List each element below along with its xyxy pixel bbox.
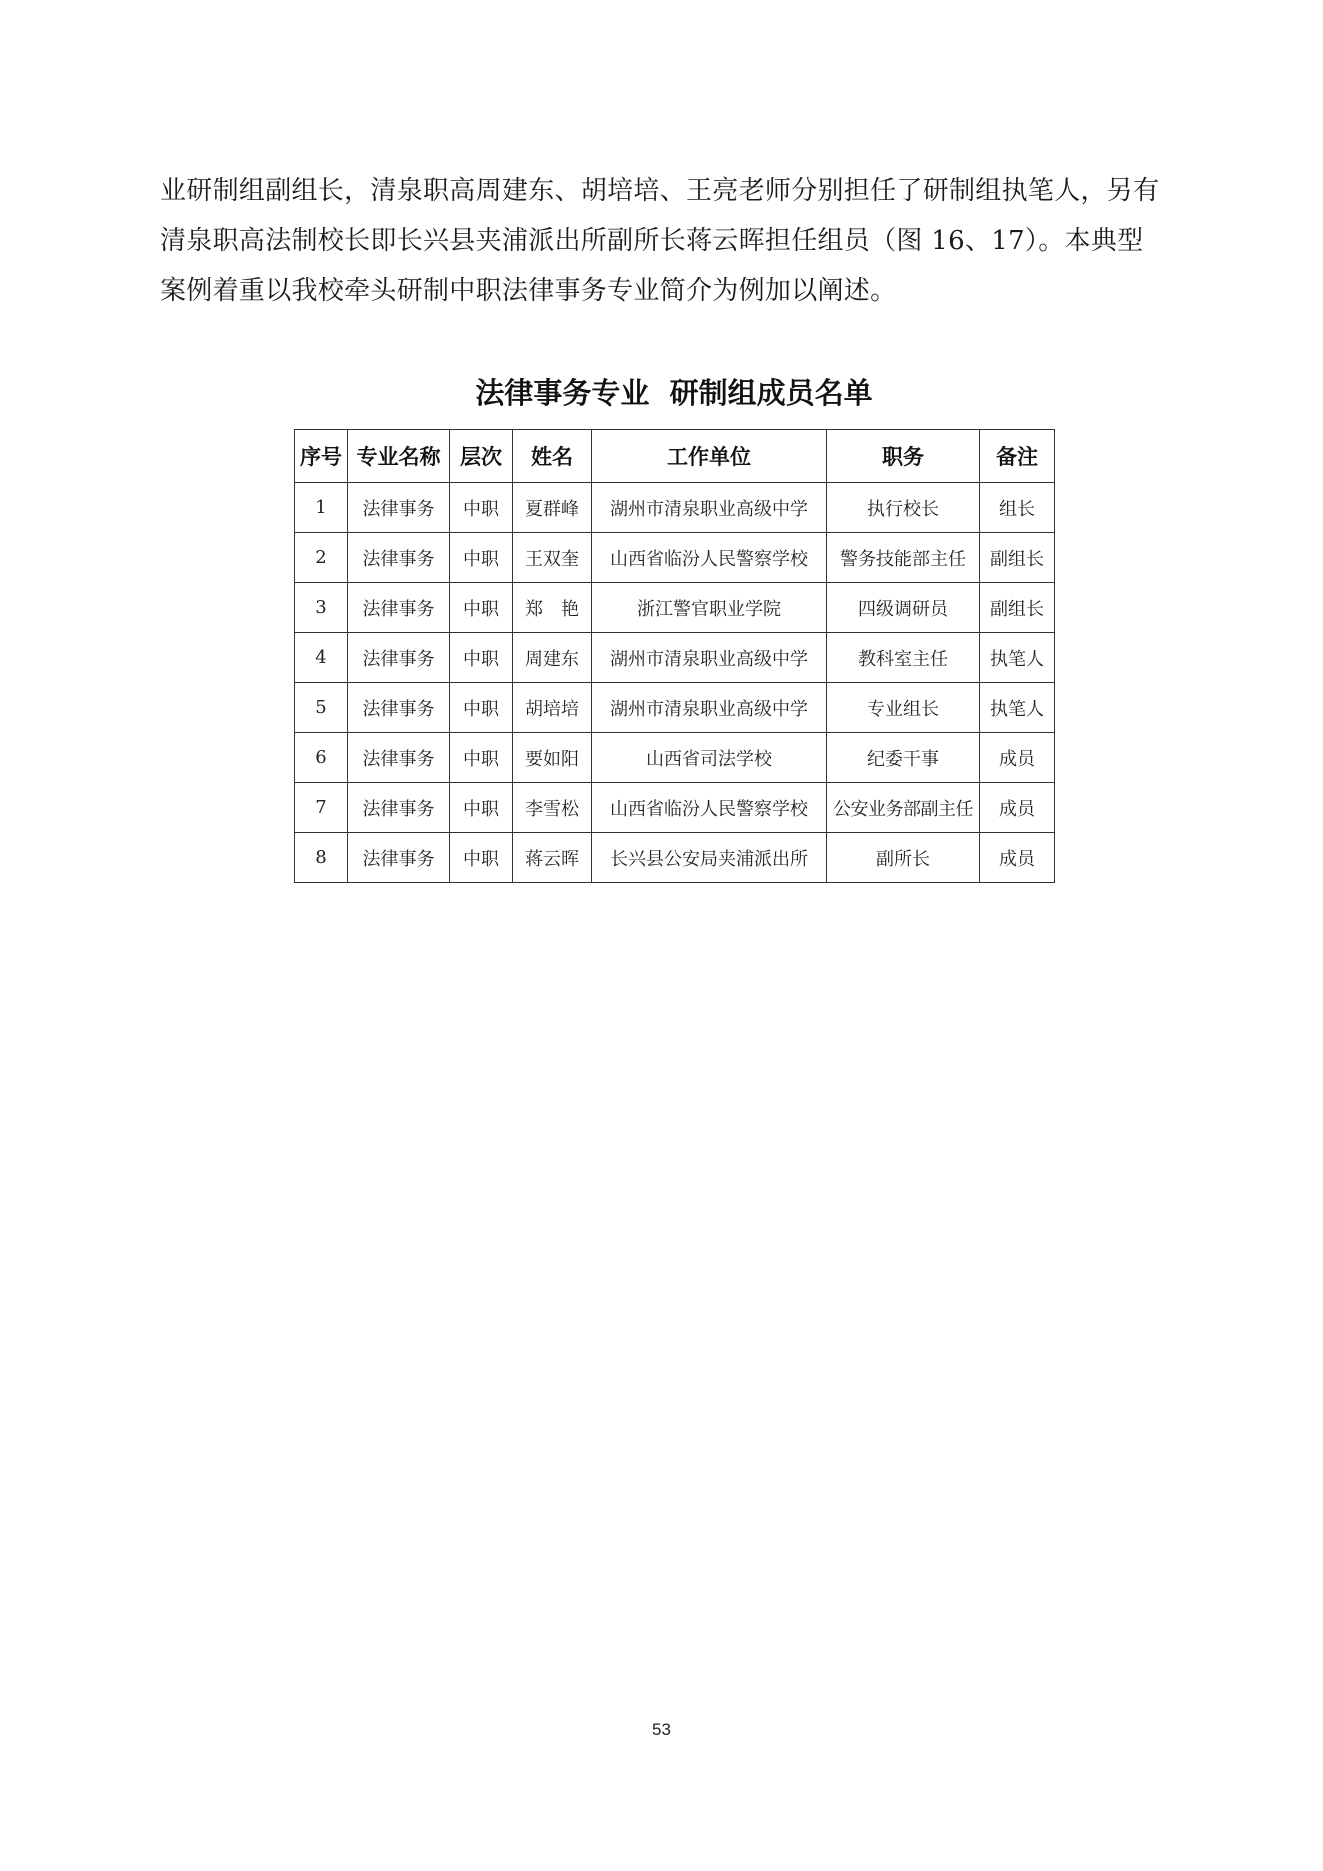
table-cell: 5 [295,683,348,733]
table-cell: 夏群峰 [513,483,592,533]
table-cell: 法律事务 [348,833,450,883]
table-cell: 郑 艳 [513,583,592,633]
table-cell: 胡培培 [513,683,592,733]
body-paragraph [160,166,1170,316]
table-cell: 山西省司法学校 [592,733,827,783]
table-cell: 6 [295,733,348,783]
table-cell: 中职 [450,733,513,783]
table-cell: 中职 [450,483,513,533]
table-row [295,533,1055,583]
table-row [295,733,1055,783]
header-cell: 专业名称 [348,430,450,483]
paragraph-line: 案例着重以我校牵头研制中职法律事务专业简介为例加以阐述。 [160,276,897,306]
table-cell: 成员 [980,733,1055,783]
table-cell: 教科室主任 [827,633,980,683]
table-cell: 组长 [980,483,1055,533]
table-cell: 副组长 [980,533,1055,583]
table-cell: 浙江警官职业学院 [592,583,827,633]
table-cell: 中职 [450,583,513,633]
table-cell: 蒋云晖 [513,833,592,883]
table-cell: 中职 [450,533,513,583]
header-cell: 层次 [450,430,513,483]
table-cell: 执笔人 [980,683,1055,733]
header-cell: 序号 [295,430,348,483]
table-cell: 湖州市清泉职业高级中学 [592,633,827,683]
table-cell: 8 [295,833,348,883]
table-row [295,483,1055,533]
table-cell: 专业组长 [827,683,980,733]
table-cell: 法律事务 [348,783,450,833]
table-cell: 山西省临汾人民警察学校 [592,533,827,583]
table-cell: 法律事务 [348,483,450,533]
table-cell: 1 [295,483,348,533]
table-cell: 警务技能部主任 [827,533,980,583]
table-cell: 公安业务部副主任 [827,783,980,833]
table-cell: 中职 [450,833,513,883]
table-cell: 法律事务 [348,733,450,783]
page-number: 53 [652,1720,671,1739]
table-cell: 中职 [450,633,513,683]
table-row [295,683,1055,733]
table-cell: 周建东 [513,633,592,683]
table-cell: 副所长 [827,833,980,883]
table-cell: 要如阳 [513,733,592,783]
header-cell: 备注 [980,430,1055,483]
table-row [295,633,1055,683]
header-cell: 职务 [827,430,980,483]
table-cell: 执笔人 [980,633,1055,683]
member-table [294,429,1055,883]
table-title: 法律事务专业 研制组成员名单 [475,376,873,410]
table-cell: 法律事务 [348,583,450,633]
table-cell: 中职 [450,683,513,733]
table-cell: 湖州市清泉职业高级中学 [592,683,827,733]
table-cell: 长兴县公安局夹浦派出所 [592,833,827,883]
table-cell: 4 [295,633,348,683]
table-cell: 成员 [980,833,1055,883]
table-cell: 王双奎 [513,533,592,583]
paragraph-line: 业研制组副组长，清泉职高周建东、胡培培、王亮老师分别担任了研制组执笔人，另有 [160,176,1160,206]
table-cell: 山西省临汾人民警察学校 [592,783,827,833]
table-cell: 四级调研员 [827,583,980,633]
table-cell: 执行校长 [827,483,980,533]
header-cell: 姓名 [513,430,592,483]
table-header-row [295,430,1055,483]
table-cell: 7 [295,783,348,833]
header-cell: 工作单位 [592,430,827,483]
table-cell: 法律事务 [348,633,450,683]
table-cell: 3 [295,583,348,633]
table-cell: 纪委干事 [827,733,980,783]
table-cell: 2 [295,533,348,583]
paragraph-line: 清泉职高法制校长即长兴县夹浦派出所副所长蒋云晖担任组员（图 16、17）。本典型 [160,226,1144,256]
table-cell: 法律事务 [348,683,450,733]
table-row [295,833,1055,883]
table-row [295,783,1055,833]
table-cell: 副组长 [980,583,1055,633]
table-cell: 湖州市清泉职业高级中学 [592,483,827,533]
table-cell: 李雪松 [513,783,592,833]
table-cell: 成员 [980,783,1055,833]
table-cell: 法律事务 [348,533,450,583]
table-cell: 中职 [450,783,513,833]
table-row [295,583,1055,633]
